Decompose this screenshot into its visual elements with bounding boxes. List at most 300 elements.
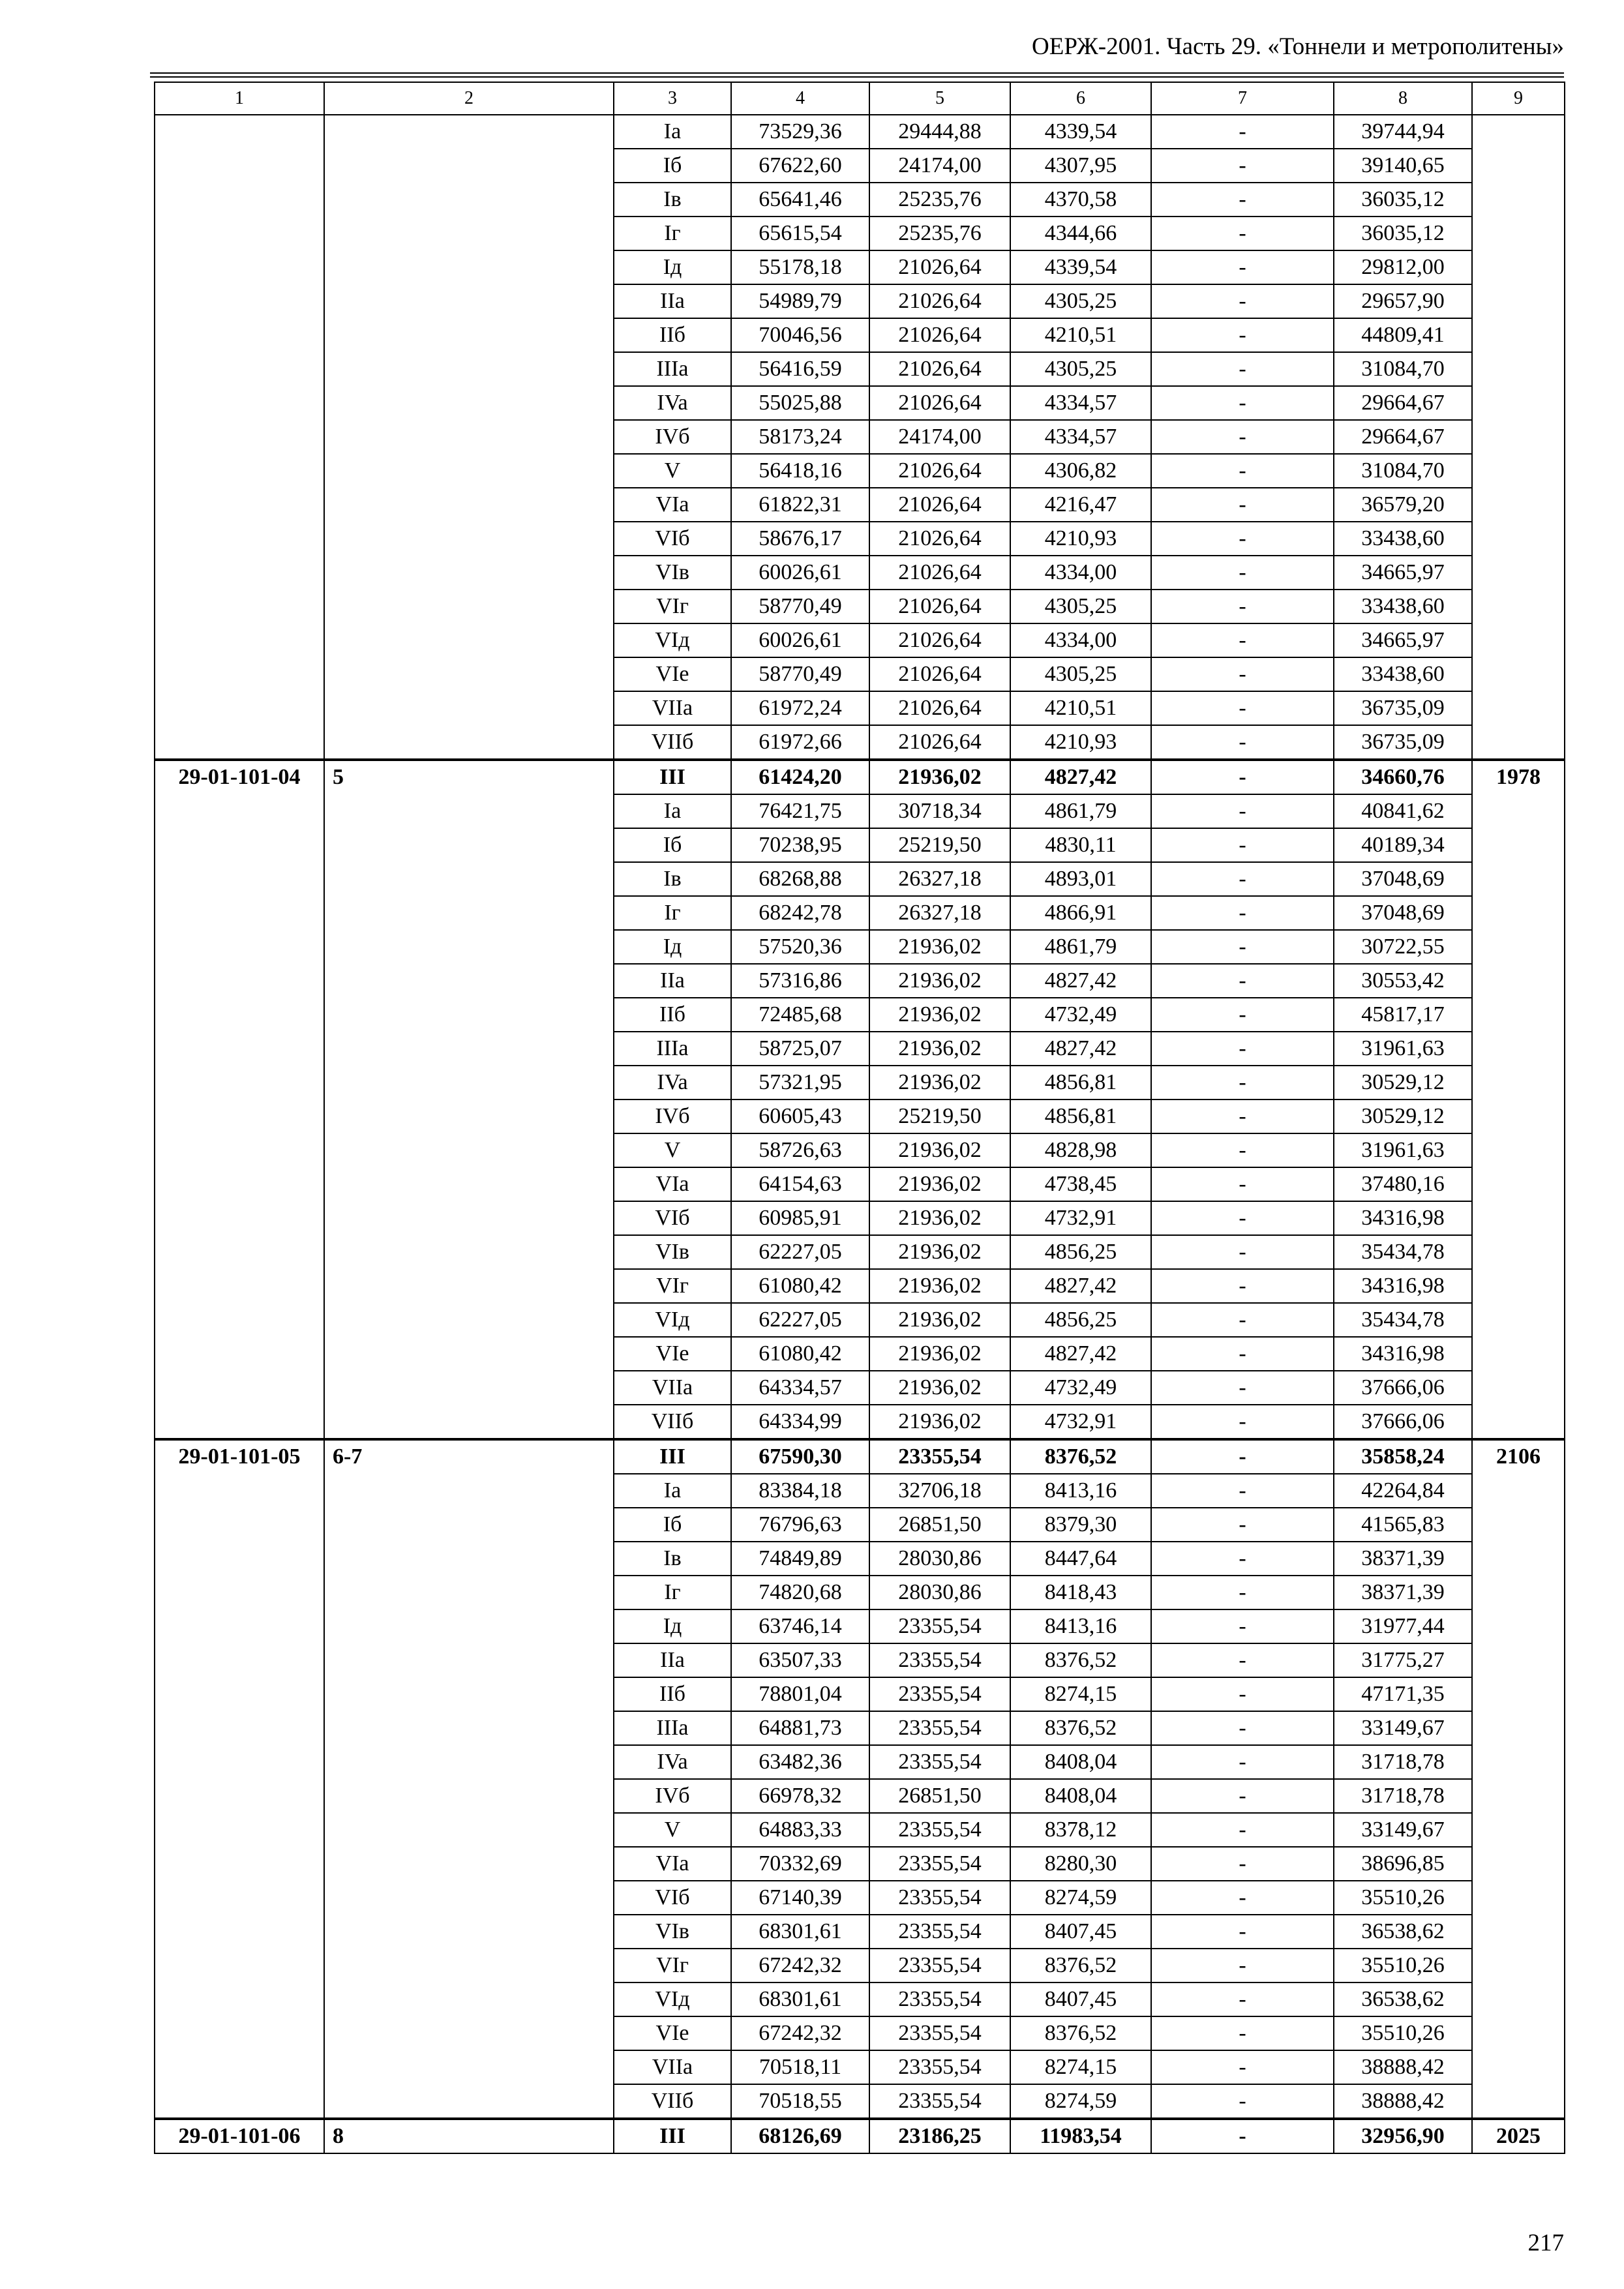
labor-cost-cell: 23355,54 (869, 1982, 1010, 2016)
total-cost-cell: 68126,69 (731, 2119, 869, 2153)
labor-cost-cell: 25219,50 (869, 828, 1010, 862)
labor-cost-cell: 23355,54 (869, 1813, 1010, 1847)
zone-cell: Iб (614, 149, 731, 183)
zone-cell: VIд (614, 1303, 731, 1337)
labor-cost-cell: 32706,18 (869, 1474, 1010, 1508)
zone-cell: IIa (614, 964, 731, 998)
materials-cost-cell: 37048,69 (1334, 862, 1472, 896)
total-cost-cell: 66978,32 (731, 1779, 869, 1813)
machine-cost-cell: 8376,52 (1010, 1643, 1151, 1677)
machine-cost-cell: 4306,82 (1010, 454, 1151, 488)
total-cost-cell: 74820,68 (731, 1576, 869, 1609)
labor-cost-cell: 21026,64 (869, 284, 1010, 318)
machine-cost-cell: 8408,04 (1010, 1745, 1151, 1779)
materials-cost-cell: 29812,00 (1334, 250, 1472, 284)
rates-table (154, 82, 1565, 2154)
machine-cost-cell: 8376,52 (1010, 1439, 1151, 1474)
total-cost-cell: 76796,63 (731, 1508, 869, 1542)
machine-cost-cell: 4830,11 (1010, 828, 1151, 862)
zone-cell: Iд (614, 1609, 731, 1643)
machine-cost-cell: 4893,01 (1010, 862, 1151, 896)
zone-cell: IVa (614, 1745, 731, 1779)
driver-wage-cell: - (1151, 657, 1334, 691)
labor-cost-cell: 21026,64 (869, 590, 1010, 623)
labor-hours-cell: 2025 (1472, 2119, 1565, 2153)
materials-cost-cell: 30722,55 (1334, 930, 1472, 964)
materials-cost-cell: 31977,44 (1334, 1609, 1472, 1643)
machine-cost-cell: 4216,47 (1010, 488, 1151, 522)
machine-cost-cell: 8378,12 (1010, 1813, 1151, 1847)
machine-cost-cell: 8379,30 (1010, 1508, 1151, 1542)
driver-wage-cell: - (1151, 1847, 1334, 1881)
total-cost-cell: 64334,57 (731, 1371, 869, 1405)
labor-cost-cell: 23355,54 (869, 2016, 1010, 2050)
column-2-cell: 6-7 (324, 1439, 614, 2119)
zone-cell: Iг (614, 896, 731, 930)
labor-cost-cell: 21936,02 (869, 1269, 1010, 1303)
labor-cost-cell: 21936,02 (869, 1032, 1010, 1066)
running-header-title: ОЕРЖ-2001. Часть 29. «Тоннели и метрополитены» (1032, 33, 1564, 60)
materials-cost-cell: 37480,16 (1334, 1167, 1472, 1201)
materials-cost-cell: 34316,98 (1334, 1269, 1472, 1303)
driver-wage-cell: - (1151, 522, 1334, 556)
labor-cost-cell: 21026,64 (869, 691, 1010, 725)
labor-cost-cell: 30718,34 (869, 794, 1010, 828)
total-cost-cell: 70046,56 (731, 318, 869, 352)
total-cost-cell: 58676,17 (731, 522, 869, 556)
machine-cost-cell: 8274,15 (1010, 1677, 1151, 1711)
machine-cost-cell: 4334,00 (1010, 623, 1151, 657)
total-cost-cell: 65641,46 (731, 183, 869, 217)
driver-wage-cell: - (1151, 352, 1334, 386)
total-cost-cell: 67242,32 (731, 2016, 869, 2050)
materials-cost-cell: 33438,60 (1334, 522, 1472, 556)
total-cost-cell: 63746,14 (731, 1609, 869, 1643)
driver-wage-cell: - (1151, 623, 1334, 657)
zone-cell: Iг (614, 1576, 731, 1609)
labor-cost-cell: 26851,50 (869, 1508, 1010, 1542)
machine-cost-cell: 8408,04 (1010, 1779, 1151, 1813)
zone-cell: III (614, 760, 731, 794)
machine-cost-cell: 8376,52 (1010, 1949, 1151, 1982)
materials-cost-cell: 34665,97 (1334, 623, 1472, 657)
zone-cell: VIIб (614, 725, 731, 760)
zone-cell: VIe (614, 1337, 731, 1371)
driver-wage-cell: - (1151, 1405, 1334, 1439)
machine-cost-cell: 8413,16 (1010, 1609, 1151, 1643)
driver-wage-cell: - (1151, 1982, 1334, 2016)
materials-cost-cell: 30553,42 (1334, 964, 1472, 998)
driver-wage-cell: - (1151, 725, 1334, 760)
zone-cell: V (614, 1133, 731, 1167)
total-cost-cell: 67622,60 (731, 149, 869, 183)
zone-cell: VIIa (614, 2050, 731, 2084)
machine-cost-cell: 4210,51 (1010, 318, 1151, 352)
materials-cost-cell: 31718,78 (1334, 1745, 1472, 1779)
labor-cost-cell: 21936,02 (869, 1066, 1010, 1100)
table-row (155, 1439, 1565, 1474)
zone-cell: IVa (614, 1066, 731, 1100)
machine-cost-cell: 4856,25 (1010, 1303, 1151, 1337)
driver-wage-cell: - (1151, 2016, 1334, 2050)
total-cost-cell: 61080,42 (731, 1269, 869, 1303)
labor-cost-cell: 23355,54 (869, 2084, 1010, 2119)
machine-cost-cell: 4210,93 (1010, 725, 1151, 760)
total-cost-cell: 68268,88 (731, 862, 869, 896)
machine-cost-cell: 8447,64 (1010, 1542, 1151, 1576)
machine-cost-cell: 4861,79 (1010, 794, 1151, 828)
total-cost-cell: 60605,43 (731, 1100, 869, 1133)
rate-code-cell: 29-01-101-06 (155, 2119, 324, 2153)
labor-cost-cell: 23355,54 (869, 1677, 1010, 1711)
driver-wage-cell: - (1151, 2050, 1334, 2084)
labor-cost-cell: 23186,25 (869, 2119, 1010, 2153)
labor-cost-cell: 21936,02 (869, 1303, 1010, 1337)
machine-cost-cell: 11983,54 (1010, 2119, 1151, 2153)
driver-wage-cell: - (1151, 1100, 1334, 1133)
materials-cost-cell: 29657,90 (1334, 284, 1472, 318)
rate-code-cell (155, 115, 324, 760)
machine-cost-cell: 4866,91 (1010, 896, 1151, 930)
machine-cost-cell: 8376,52 (1010, 1711, 1151, 1745)
total-cost-cell: 61080,42 (731, 1337, 869, 1371)
total-cost-cell: 58770,49 (731, 657, 869, 691)
zone-cell: VIв (614, 1915, 731, 1949)
labor-cost-cell: 21936,02 (869, 1133, 1010, 1167)
table-row (155, 760, 1565, 794)
driver-wage-cell: - (1151, 1643, 1334, 1677)
labor-cost-cell: 26327,18 (869, 862, 1010, 896)
labor-cost-cell: 21936,02 (869, 760, 1010, 794)
total-cost-cell: 58726,63 (731, 1133, 869, 1167)
total-cost-cell: 70518,55 (731, 2084, 869, 2119)
table-row (155, 115, 1565, 149)
machine-cost-cell: 4307,95 (1010, 149, 1151, 183)
total-cost-cell: 70238,95 (731, 828, 869, 862)
total-cost-cell: 72485,68 (731, 998, 869, 1032)
rate-code-cell: 29-01-101-04 (155, 760, 324, 1439)
machine-cost-cell: 4210,51 (1010, 691, 1151, 725)
driver-wage-cell: - (1151, 318, 1334, 352)
labor-cost-cell: 23355,54 (869, 1745, 1010, 1779)
zone-cell: VIб (614, 1201, 731, 1235)
materials-cost-cell: 36735,09 (1334, 725, 1472, 760)
zone-cell: IIб (614, 998, 731, 1032)
table-group (155, 1439, 1565, 2119)
materials-cost-cell: 31084,70 (1334, 454, 1472, 488)
zone-cell: VIд (614, 623, 731, 657)
labor-cost-cell: 21026,64 (869, 556, 1010, 590)
driver-wage-cell: - (1151, 828, 1334, 862)
column-number: 3 (614, 82, 731, 115)
driver-wage-cell: - (1151, 1167, 1334, 1201)
zone-cell: VIв (614, 1235, 731, 1269)
machine-cost-cell: 8274,59 (1010, 1881, 1151, 1915)
materials-cost-cell: 36735,09 (1334, 691, 1472, 725)
labor-hours-cell: 2106 (1472, 1439, 1565, 2119)
column-number: 1 (155, 82, 324, 115)
column-number: 8 (1334, 82, 1472, 115)
labor-cost-cell: 21936,02 (869, 964, 1010, 998)
machine-cost-cell: 4305,25 (1010, 352, 1151, 386)
machine-cost-cell: 4339,54 (1010, 115, 1151, 149)
machine-cost-cell: 8407,45 (1010, 1982, 1151, 2016)
materials-cost-cell: 47171,35 (1334, 1677, 1472, 1711)
driver-wage-cell: - (1151, 250, 1334, 284)
labor-cost-cell: 24174,00 (869, 149, 1010, 183)
labor-cost-cell: 28030,86 (869, 1576, 1010, 1609)
labor-cost-cell: 23355,54 (869, 1847, 1010, 1881)
total-cost-cell: 74849,89 (731, 1542, 869, 1576)
table-row (155, 2119, 1565, 2153)
materials-cost-cell: 41565,83 (1334, 1508, 1472, 1542)
zone-cell: Ia (614, 794, 731, 828)
labor-cost-cell: 21026,64 (869, 623, 1010, 657)
machine-cost-cell: 4732,49 (1010, 1371, 1151, 1405)
labor-cost-cell: 21936,02 (869, 1201, 1010, 1235)
rate-code-cell: 29-01-101-05 (155, 1439, 324, 2119)
driver-wage-cell: - (1151, 1303, 1334, 1337)
labor-cost-cell: 21936,02 (869, 1337, 1010, 1371)
total-cost-cell: 58173,24 (731, 420, 869, 454)
zone-cell: VIв (614, 556, 731, 590)
machine-cost-cell: 4732,91 (1010, 1201, 1151, 1235)
labor-hours-cell (1472, 115, 1565, 760)
labor-cost-cell: 21026,64 (869, 522, 1010, 556)
driver-wage-cell: - (1151, 794, 1334, 828)
zone-cell: VIд (614, 1982, 731, 2016)
total-cost-cell: 67590,30 (731, 1439, 869, 1474)
machine-cost-cell: 4339,54 (1010, 250, 1151, 284)
materials-cost-cell: 30529,12 (1334, 1100, 1472, 1133)
materials-cost-cell: 34665,97 (1334, 556, 1472, 590)
materials-cost-cell: 44809,41 (1334, 318, 1472, 352)
zone-cell: Ia (614, 115, 731, 149)
total-cost-cell: 65615,54 (731, 217, 869, 250)
column-number-row (155, 82, 1565, 115)
materials-cost-cell: 42264,84 (1334, 1474, 1472, 1508)
labor-cost-cell: 21026,64 (869, 725, 1010, 760)
column-number: 6 (1010, 82, 1151, 115)
materials-cost-cell: 34316,98 (1334, 1201, 1472, 1235)
machine-cost-cell: 4856,25 (1010, 1235, 1151, 1269)
labor-cost-cell: 21026,64 (869, 318, 1010, 352)
materials-cost-cell: 35434,78 (1334, 1303, 1472, 1337)
machine-cost-cell: 4732,49 (1010, 998, 1151, 1032)
total-cost-cell: 64154,63 (731, 1167, 869, 1201)
zone-cell: Iб (614, 828, 731, 862)
materials-cost-cell: 36035,12 (1334, 183, 1472, 217)
total-cost-cell: 64881,73 (731, 1711, 869, 1745)
driver-wage-cell: - (1151, 556, 1334, 590)
total-cost-cell: 64883,33 (731, 1813, 869, 1847)
driver-wage-cell: - (1151, 1711, 1334, 1745)
labor-cost-cell: 28030,86 (869, 1542, 1010, 1576)
driver-wage-cell: - (1151, 488, 1334, 522)
materials-cost-cell: 38888,42 (1334, 2050, 1472, 2084)
total-cost-cell: 76421,75 (731, 794, 869, 828)
column-number: 4 (731, 82, 869, 115)
zone-cell: IIб (614, 1677, 731, 1711)
labor-cost-cell: 23355,54 (869, 1949, 1010, 1982)
total-cost-cell: 58770,49 (731, 590, 869, 623)
machine-cost-cell: 4827,42 (1010, 760, 1151, 794)
column-number: 7 (1151, 82, 1334, 115)
labor-cost-cell: 23355,54 (869, 1439, 1010, 1474)
machine-cost-cell: 4827,42 (1010, 964, 1151, 998)
machine-cost-cell: 4827,42 (1010, 1269, 1151, 1303)
labor-cost-cell: 21026,64 (869, 454, 1010, 488)
machine-cost-cell: 4210,93 (1010, 522, 1151, 556)
machine-cost-cell: 4856,81 (1010, 1100, 1151, 1133)
labor-cost-cell: 25235,76 (869, 183, 1010, 217)
machine-cost-cell: 4334,00 (1010, 556, 1151, 590)
labor-cost-cell: 25235,76 (869, 217, 1010, 250)
labor-cost-cell: 29444,88 (869, 115, 1010, 149)
machine-cost-cell: 4334,57 (1010, 386, 1151, 420)
materials-cost-cell: 33438,60 (1334, 590, 1472, 623)
zone-cell: IVб (614, 1100, 731, 1133)
total-cost-cell: 78801,04 (731, 1677, 869, 1711)
labor-cost-cell: 23355,54 (869, 2050, 1010, 2084)
labor-cost-cell: 21026,64 (869, 488, 1010, 522)
labor-cost-cell: 26327,18 (869, 896, 1010, 930)
machine-cost-cell: 4738,45 (1010, 1167, 1151, 1201)
column-2-cell (324, 115, 614, 760)
total-cost-cell: 68242,78 (731, 896, 869, 930)
zone-cell: VIб (614, 1881, 731, 1915)
zone-cell: VIб (614, 522, 731, 556)
zone-cell: VIIa (614, 691, 731, 725)
zone-cell: VIa (614, 488, 731, 522)
total-cost-cell: 67140,39 (731, 1881, 869, 1915)
machine-cost-cell: 4861,79 (1010, 930, 1151, 964)
header-rule-top (150, 72, 1564, 74)
labor-cost-cell: 24174,00 (869, 420, 1010, 454)
driver-wage-cell: - (1151, 760, 1334, 794)
driver-wage-cell: - (1151, 183, 1334, 217)
column-2-cell: 5 (324, 760, 614, 1439)
zone-cell: VIг (614, 590, 731, 623)
materials-cost-cell: 40841,62 (1334, 794, 1472, 828)
materials-cost-cell: 34660,76 (1334, 760, 1472, 794)
zone-cell: IIIa (614, 1032, 731, 1066)
materials-cost-cell: 39744,94 (1334, 115, 1472, 149)
driver-wage-cell: - (1151, 1439, 1334, 1474)
total-cost-cell: 56416,59 (731, 352, 869, 386)
total-cost-cell: 63507,33 (731, 1643, 869, 1677)
zone-cell: V (614, 1813, 731, 1847)
materials-cost-cell: 32956,90 (1334, 2119, 1472, 2153)
labor-cost-cell: 21026,64 (869, 657, 1010, 691)
machine-cost-cell: 8407,45 (1010, 1915, 1151, 1949)
zone-cell: VIг (614, 1269, 731, 1303)
materials-cost-cell: 29664,67 (1334, 420, 1472, 454)
total-cost-cell: 57520,36 (731, 930, 869, 964)
page-number: 217 (1527, 2230, 1564, 2256)
machine-cost-cell: 4827,42 (1010, 1337, 1151, 1371)
zone-cell: Iд (614, 930, 731, 964)
zone-cell: VIг (614, 1949, 731, 1982)
machine-cost-cell: 4828,98 (1010, 1133, 1151, 1167)
materials-cost-cell: 37666,06 (1334, 1405, 1472, 1439)
driver-wage-cell: - (1151, 217, 1334, 250)
driver-wage-cell: - (1151, 1337, 1334, 1371)
labor-cost-cell: 25219,50 (869, 1100, 1010, 1133)
zone-cell: III (614, 1439, 731, 1474)
materials-cost-cell: 31961,63 (1334, 1032, 1472, 1066)
materials-cost-cell: 37048,69 (1334, 896, 1472, 930)
zone-cell: VIa (614, 1167, 731, 1201)
driver-wage-cell: - (1151, 1066, 1334, 1100)
machine-cost-cell: 4732,91 (1010, 1405, 1151, 1439)
zone-cell: IIIa (614, 1711, 731, 1745)
materials-cost-cell: 30529,12 (1334, 1066, 1472, 1100)
driver-wage-cell: - (1151, 1576, 1334, 1609)
total-cost-cell: 60026,61 (731, 556, 869, 590)
zone-cell: III (614, 2119, 731, 2153)
machine-cost-cell: 4305,25 (1010, 284, 1151, 318)
column-2-cell: 8 (324, 2119, 614, 2153)
materials-cost-cell: 29664,67 (1334, 386, 1472, 420)
materials-cost-cell: 35510,26 (1334, 1949, 1472, 1982)
machine-cost-cell: 4334,57 (1010, 420, 1151, 454)
total-cost-cell: 83384,18 (731, 1474, 869, 1508)
materials-cost-cell: 33438,60 (1334, 657, 1472, 691)
zone-cell: IVб (614, 420, 731, 454)
machine-cost-cell: 8376,52 (1010, 2016, 1151, 2050)
materials-cost-cell: 36035,12 (1334, 217, 1472, 250)
labor-cost-cell: 23355,54 (869, 1915, 1010, 1949)
machine-cost-cell: 4344,66 (1010, 217, 1151, 250)
column-number: 9 (1472, 82, 1565, 115)
table-group (155, 115, 1565, 760)
zone-cell: Iв (614, 862, 731, 896)
total-cost-cell: 57316,86 (731, 964, 869, 998)
driver-wage-cell: - (1151, 1779, 1334, 1813)
labor-cost-cell: 21936,02 (869, 1371, 1010, 1405)
zone-cell: VIIб (614, 1405, 731, 1439)
total-cost-cell: 63482,36 (731, 1745, 869, 1779)
driver-wage-cell: - (1151, 1133, 1334, 1167)
driver-wage-cell: - (1151, 1542, 1334, 1576)
driver-wage-cell: - (1151, 1474, 1334, 1508)
zone-cell: VIe (614, 2016, 731, 2050)
labor-cost-cell: 21936,02 (869, 1235, 1010, 1269)
total-cost-cell: 62227,05 (731, 1303, 869, 1337)
driver-wage-cell: - (1151, 1745, 1334, 1779)
total-cost-cell: 62227,05 (731, 1235, 869, 1269)
machine-cost-cell: 4305,25 (1010, 590, 1151, 623)
materials-cost-cell: 35434,78 (1334, 1235, 1472, 1269)
materials-cost-cell: 31961,63 (1334, 1133, 1472, 1167)
materials-cost-cell: 38371,39 (1334, 1542, 1472, 1576)
driver-wage-cell: - (1151, 1371, 1334, 1405)
labor-cost-cell: 21936,02 (869, 998, 1010, 1032)
materials-cost-cell: 38371,39 (1334, 1576, 1472, 1609)
header-rule-bottom (150, 76, 1564, 78)
driver-wage-cell: - (1151, 1508, 1334, 1542)
zone-cell: Iв (614, 1542, 731, 1576)
driver-wage-cell: - (1151, 1235, 1334, 1269)
materials-cost-cell: 36538,62 (1334, 1982, 1472, 2016)
total-cost-cell: 61972,66 (731, 725, 869, 760)
zone-cell: IVa (614, 386, 731, 420)
labor-cost-cell: 21936,02 (869, 1167, 1010, 1201)
driver-wage-cell: - (1151, 862, 1334, 896)
table-group (155, 760, 1565, 1439)
driver-wage-cell: - (1151, 1201, 1334, 1235)
